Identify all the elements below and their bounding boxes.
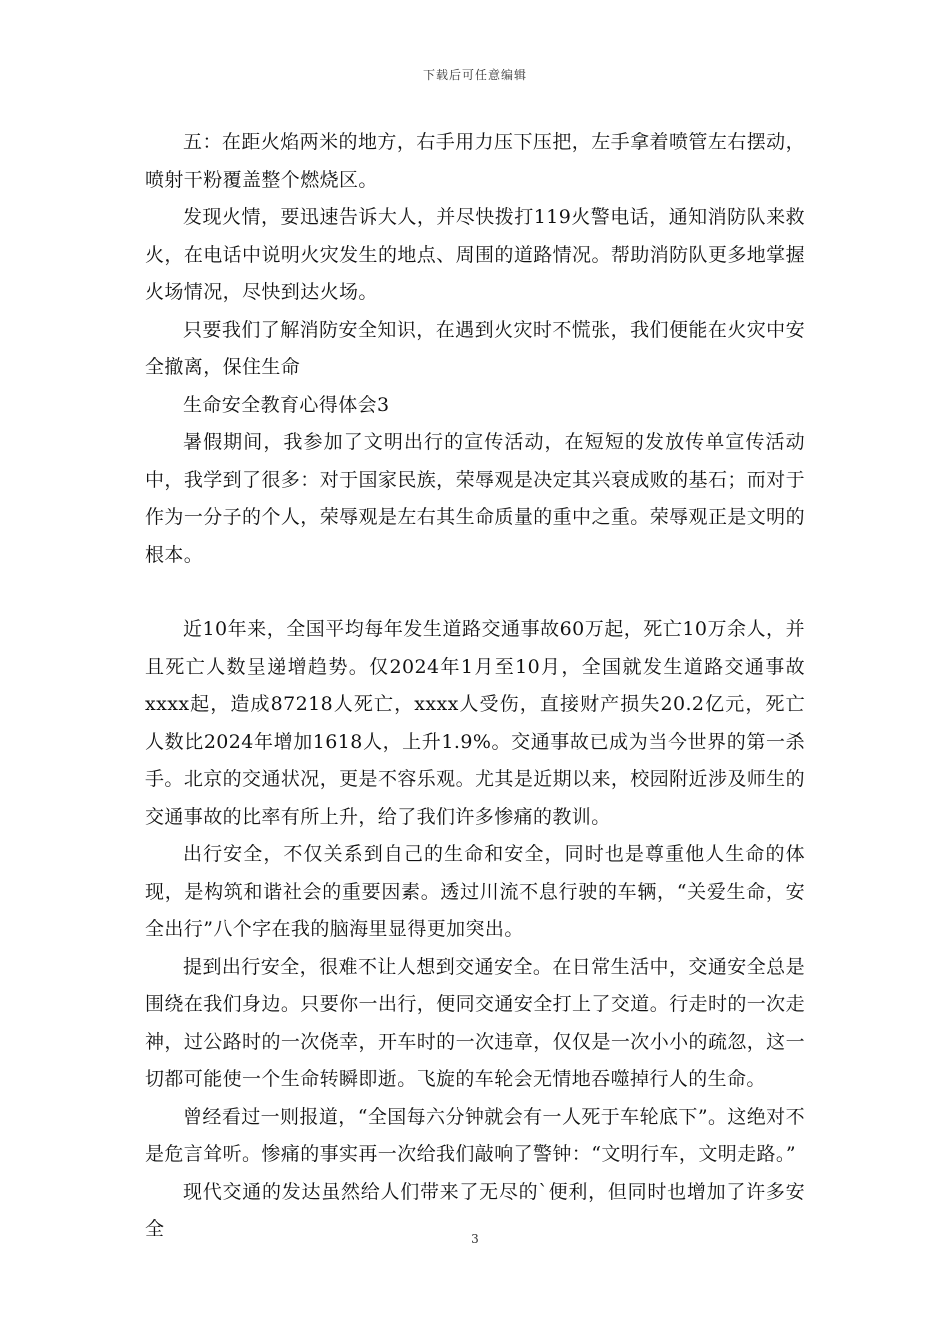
paragraph-gap <box>145 574 805 611</box>
page-number: 3 <box>471 1232 479 1246</box>
paragraph-report-fire: 发现火情，要迅速告诉大人，并尽快拨打119火警电话，通知消防队来救火，在电话中说明火灾发生的地点、周围的道路情况。帮助消防队更多地掌握火场情况，尽快到达火场。 <box>145 206 805 303</box>
section-heading: 生命安全教育心得体会3 <box>183 393 390 416</box>
paragraph-traffic-statistics: 近10年来，全国平均每年发生道路交通事故60万起，死亡10万余人，并且死亡人数呈递增趋势。仅2024年1月至10月，全国就发生道路交通事故xxxx起，造成87218人死亡，xxxx人受伤，直接财产损失20.2亿元，死亡人数比2024年增加1618人，上升1.9%。交通事故已成为当今世界的第一杀手。北京的交通状况，更是不容乐观。尤其是近期以来，校园附近涉及师生的交通事故的比率有所上升，给了我们许多惨痛的教训。 <box>145 618 805 828</box>
paragraph-modern-traffic: 现代交通的发达虽然给人们带来了无尽的`便利，但同时也增加了许多安全 <box>145 1180 805 1240</box>
page-header: 下载后可任意编辑 <box>422 68 527 82</box>
paragraph-news-report: 曾经看过一则报道，“全国每六分钟就会有一人死于车轮底下”。这绝对不是危言耸听。惨痛的事实再一次给我们敲响了警钟：“文明行车，文明走路。” <box>145 1105 805 1165</box>
paragraph-summer-activity: 暑假期间，我参加了文明出行的宣传活动，在短短的发放传单宣传活动中，我学到了很多：对于国家民族，荣辱观是决定其兴衰成败的基石；而对于作为一分子的个人，荣辱观是左右其生命质量的重中之重。荣辱观正是文明的根本。 <box>145 431 805 566</box>
paragraph-extinguisher-step-five: 五：在距火焰两米的地方，右手用力压下压把，左手拿着喷管左右摆动，喷射干粉覆盖整个燃烧区。 <box>145 131 805 191</box>
paragraph-traffic-safety: 提到出行安全，很难不让人想到交通安全。在日常生活中，交通安全总是围绕在我们身边。只要你一出行，便同交通安全打上了交道。行走时的一次走神，过公路时的一次侥幸，开车时的一次违章，仅仅是一次小小的疏忽，这一切都可能使一个生命转瞬即逝。飞旋的车轮会无情地吞噬掉行人的生命。 <box>145 955 805 1090</box>
paragraph-fire-safety-knowledge: 只要我们了解消防安全知识，在遇到火灾时不慌张，我们便能在火灾中安全撤离，保住生命 <box>145 318 805 378</box>
paragraph-travel-safety: 出行安全，不仅关系到自己的生命和安全，同时也是尊重他人生命的体现，是构筑和谐社会的重要因素。透过川流不息行驶的车辆，“关爱生命，安全出行”八个字在我的脑海里显得更加突出。 <box>145 843 805 940</box>
document-body <box>145 124 805 1249</box>
